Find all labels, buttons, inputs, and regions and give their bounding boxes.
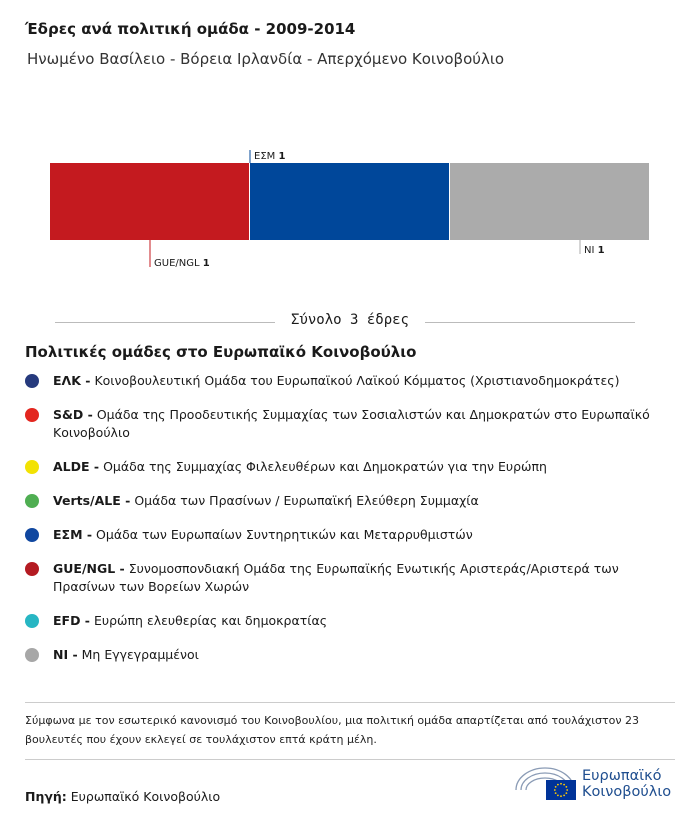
bar-label-εσμ xyxy=(254,151,285,162)
chart-title: Έδρες ανά πολιτική ομάδα - 2009-2014 xyxy=(25,20,356,38)
eu-star xyxy=(557,784,559,786)
legend-dot xyxy=(25,494,39,508)
legend-text: Ομάδα των Πρασίνων / Ευρωπαϊκή Ελεύθερη Συμμαχία xyxy=(134,493,479,508)
bar-label-group: NI xyxy=(584,245,598,256)
bar-label-ni xyxy=(584,245,605,256)
legend-item-gue-ngl xyxy=(25,560,655,596)
ep-logo-icon xyxy=(512,764,578,804)
legend-abbr: ΕΣΜ - xyxy=(53,527,93,542)
eu-star xyxy=(554,789,556,791)
bar-segment-ni xyxy=(450,163,649,240)
legend-text: Ομάδα των Ευρωπαίων Συντηρητικών και Μεταρρυθμιστών xyxy=(96,527,473,542)
legend-item-ni xyxy=(25,646,655,664)
source-value: Ευρωπαϊκό Κοινοβούλιο xyxy=(70,789,221,804)
total-seats xyxy=(0,312,700,328)
total-seats-text: Σύνολο 3 έδρες xyxy=(281,312,419,328)
legend-text: Ομάδα της Προοδευτικής Συμμαχίας των Σοσιαλιστών και Δημοκρατών στο Ευρωπαϊκό Κοινοβούλιο xyxy=(53,407,650,440)
bar-label-group: ΕΣΜ xyxy=(254,151,279,162)
legend-abbr: ALDE - xyxy=(53,459,100,474)
ep-logo-line1: Ευρωπαϊκό xyxy=(582,768,662,784)
eu-star xyxy=(555,786,557,788)
source-line xyxy=(25,789,220,804)
legend-dot xyxy=(25,648,39,662)
legend-text: Συνομοσπονδιακή Ομάδα της Ευρωπαϊκής Ενωτικής Αριστεράς/Αριστερά των Πρασίνων των Βορείων Χωρών xyxy=(53,561,619,594)
bar-segment-gue-ngl xyxy=(50,163,249,240)
source-label: Πηγή: xyxy=(25,789,67,804)
eu-star xyxy=(560,795,562,797)
legend-text: Μη Εγγεγραμμένοι xyxy=(81,647,199,662)
legend-item-epp xyxy=(25,372,655,390)
legend-dot xyxy=(25,528,39,542)
eu-star xyxy=(555,792,557,794)
eu-star xyxy=(566,789,568,791)
chart-subtitle: Ηνωμένο Βασίλειο - Βόρεια Ιρλανδία - Απερχόμενο Κοινοβούλιο xyxy=(27,50,505,68)
legend-dot xyxy=(25,562,39,576)
eu-star xyxy=(565,786,567,788)
legend-item-alde xyxy=(25,458,655,476)
legend-abbr: EFD - xyxy=(53,613,90,628)
legend-item-sd xyxy=(25,406,655,442)
legend-title: Πολιτικές ομάδες στο Ευρωπαϊκό Κοινοβούλιο xyxy=(25,343,417,361)
bar-segment-εσμ xyxy=(250,163,449,240)
seat-bar-chart xyxy=(0,140,700,270)
legend-abbr: NI - xyxy=(53,647,78,662)
eu-star xyxy=(565,792,567,794)
legend-text: Ομάδα της Συμμαχίας Φιλελευθέρων και Δημοκρατών για την Ευρώπη xyxy=(103,459,547,474)
legend-abbr: ΕΛΚ - xyxy=(53,373,91,388)
legend-item-greens xyxy=(25,492,655,510)
eu-star xyxy=(557,794,559,796)
footnote: Σύμφωνα με τον εσωτερικό κανονισμό του Κοινοβουλίου, μια πολιτική ομάδα απαρτίζεται από τουλάχιστον 23 βουλευτές που έχουν εκλεγεί σε τουλάχιστον επτά κράτη μέλη. xyxy=(25,702,675,760)
bar-label-gue-ngl xyxy=(154,258,210,269)
legend-text: Ευρώπη ελευθερίας και δημοκρατίας xyxy=(93,613,328,628)
bar-label-count: 1 xyxy=(278,151,286,162)
legend-item-efd xyxy=(25,612,655,630)
ep-logo-line2: Κοινοβούλιο xyxy=(582,784,672,800)
bar-label-count: 1 xyxy=(597,245,605,256)
bar-label-group: GUE/NGL xyxy=(154,258,203,269)
eu-star xyxy=(563,784,565,786)
eu-star xyxy=(563,794,565,796)
legend-dot xyxy=(25,614,39,628)
eu-star xyxy=(560,783,562,785)
legend-abbr: GUE/NGL - xyxy=(53,561,125,576)
legend-abbr: Verts/ALE - xyxy=(53,493,131,508)
legend-dot xyxy=(25,374,39,388)
ep-logo xyxy=(512,764,682,804)
bar-label-count: 1 xyxy=(202,258,210,269)
legend-abbr: S&D - xyxy=(53,407,93,422)
ep-logo-text xyxy=(582,768,671,800)
legend-text: Κοινοβουλευτική Ομάδα του Ευρωπαϊκού Λαϊκού Κόμματος (Χριστιανοδημοκράτες) xyxy=(94,373,620,388)
legend-dot xyxy=(25,408,39,422)
legend-item-ecr xyxy=(25,526,655,544)
legend-list xyxy=(25,372,655,664)
legend-dot xyxy=(25,460,39,474)
